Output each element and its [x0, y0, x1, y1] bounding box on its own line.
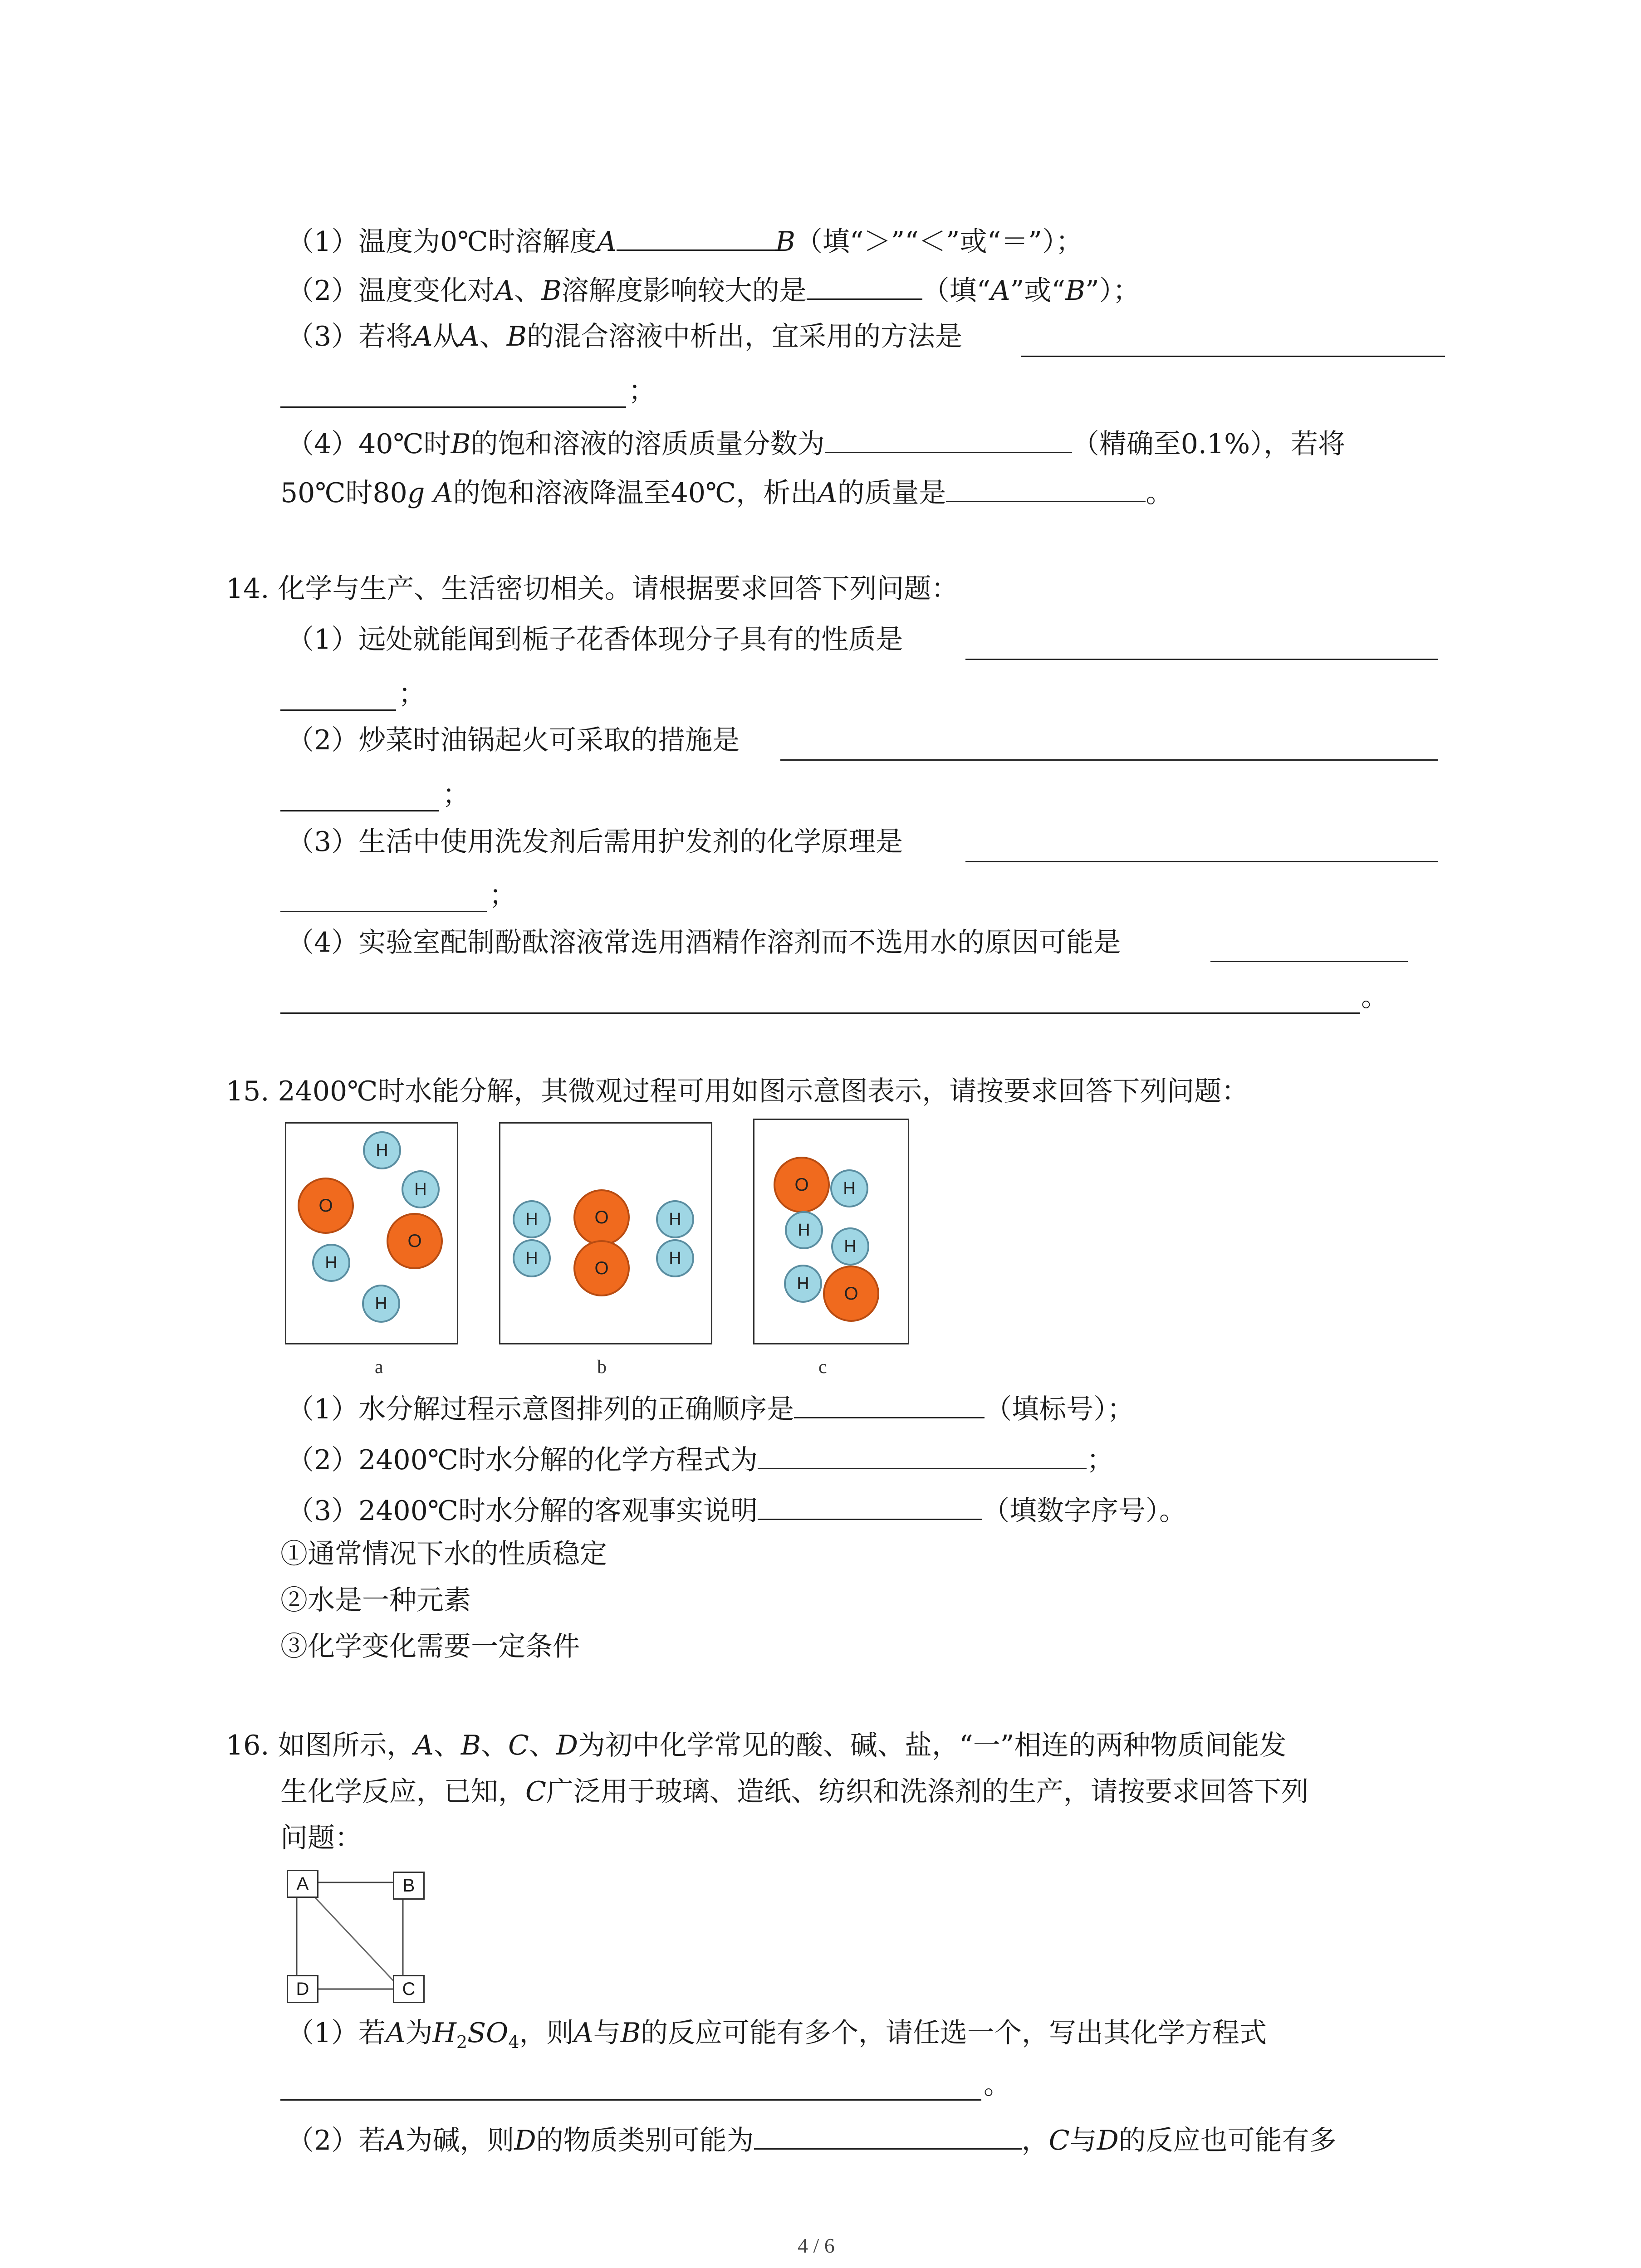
hydrogen-atom: H — [402, 1170, 440, 1208]
hydrogen-atom: H — [312, 1244, 350, 1282]
q15-option-1: ①通常情况下水的性质稳定 — [280, 1538, 607, 1570]
answer-blank[interactable] — [1021, 356, 1445, 357]
node-b: B — [393, 1872, 425, 1900]
q14-part2-end: ； — [442, 779, 470, 811]
q16-part2: （2）若A为碱，则D的物质类别可能为 ，C与D的反应也可能有多 — [287, 2122, 1337, 2154]
hydrogen-atom: H — [513, 1200, 551, 1238]
caption-b: b — [597, 1357, 607, 1378]
q14-stem: 14. 化学与生产、生活密切相关。请根据要求回答下列问题： — [226, 573, 959, 605]
answer-blank[interactable] — [780, 759, 1438, 761]
q16-stem-line3: 问题： — [280, 1822, 362, 1854]
q14-part3-end: ； — [489, 880, 516, 911]
q16-stem-line2: 生化学反应，已知，C广泛用于玻璃、造纸、纺织和洗涤剂的生产，请按要求回答下列 — [280, 1776, 1308, 1808]
answer-blank[interactable] — [280, 709, 396, 711]
answer-blank[interactable] — [280, 2099, 981, 2101]
answer-blank[interactable] — [617, 223, 775, 251]
hydrogen-atom: H — [785, 1211, 823, 1249]
q13-part1: （1）温度为0℃时溶解度A B（填“＞”“＜”或“＝”）； — [287, 223, 1083, 255]
q16-stem-line1: 16. 如图所示，A、B、C、D为初中化学常见的酸、碱、盐，“一”相连的两种物质间能发 — [226, 1730, 1287, 1761]
page-number: 4 / 6 — [798, 2234, 835, 2257]
hydrogen-atom: H — [656, 1239, 694, 1277]
answer-blank[interactable] — [280, 1012, 1360, 1014]
q14-part3: （3）生活中使用洗发剂后需用护发剂的化学原理是 — [287, 826, 903, 858]
hydrogen-atom: H — [830, 1169, 868, 1207]
answer-blank[interactable] — [758, 1492, 982, 1520]
hydrogen-atom: H — [362, 1285, 400, 1323]
q16-part1-end: 。 — [984, 2069, 1011, 2101]
oxygen-atom: O — [387, 1213, 443, 1269]
answer-blank[interactable] — [946, 474, 1146, 502]
q15-part3: （3）2400℃时水分解的客观事实说明 （填数字序号）。 — [287, 1492, 1186, 1525]
q14-part2: （2）炒菜时油锅起火可采取的措施是 — [287, 724, 740, 756]
hydrogen-atom: H — [656, 1200, 694, 1238]
q15-part2: （2）2400℃时水分解的化学方程式为 ； — [287, 1442, 1114, 1474]
oxygen-atom: O — [573, 1240, 630, 1296]
q15-stem: 15. 2400℃时水能分解，其微观过程可用如图示意图表示，请按要求回答下列问题： — [226, 1075, 1249, 1107]
hydrogen-atom: H — [784, 1265, 822, 1303]
answer-blank[interactable] — [1210, 961, 1408, 962]
answer-blank[interactable] — [754, 2122, 1022, 2150]
node-a: A — [287, 1870, 318, 1898]
q13-part4-line2: 50℃时80g A的饱和溶液降温至40℃，析出A的质量是 。 — [280, 474, 1173, 507]
answer-blank[interactable] — [280, 810, 439, 811]
answer-blank[interactable] — [280, 406, 626, 408]
q16-part1: （1）若A为$H_2SO_4$，则A与B的反应可能有多个，请任选一个，写出其化学方程式 — [287, 2017, 1267, 2052]
hydrogen-atom: H — [363, 1131, 401, 1169]
hydrogen-atom: H — [513, 1239, 551, 1277]
q14-part1: （1）远处就能闻到栀子花香体现分子具有的性质是 — [287, 624, 903, 655]
q14-part1-end: ； — [398, 678, 426, 710]
q13-part3: （3）若将A从A、B的混合溶液中析出，宜采用的方法是 — [287, 321, 962, 352]
oxygen-atom: O — [774, 1157, 830, 1213]
node-d: D — [287, 1975, 318, 2003]
answer-blank[interactable] — [794, 1391, 985, 1418]
caption-c: c — [818, 1357, 827, 1378]
q14-part4-end: 。 — [1361, 981, 1388, 1013]
node-c: C — [393, 1975, 425, 2003]
answer-blank[interactable] — [965, 861, 1438, 862]
caption-a: a — [375, 1357, 383, 1378]
answer-blank[interactable] — [758, 1442, 1087, 1469]
q15-option-3: ③化学变化需要一定条件 — [280, 1631, 580, 1662]
hydrogen-atom: H — [831, 1227, 869, 1266]
q13-part2: （2）温度变化对A、B溶解度影响较大的是 （填“A”或“B”）； — [287, 272, 1140, 304]
oxygen-atom: O — [823, 1266, 879, 1322]
answer-blank[interactable] — [280, 911, 487, 912]
q13-part3-end: ； — [628, 375, 656, 407]
answer-blank[interactable] — [825, 425, 1072, 453]
answer-blank[interactable] — [965, 659, 1438, 660]
q15-part1: （1）水分解过程示意图排列的正确顺序是 （填标号）； — [287, 1391, 1134, 1423]
q14-part4: （4）实验室配制酚酞溶液常选用酒精作溶剂而不选用水的原因可能是 — [287, 927, 1121, 958]
q15-option-2: ②水是一种元素 — [280, 1584, 471, 1616]
oxygen-atom: O — [573, 1189, 630, 1246]
q13-part4: （4）40℃时B的饱和溶液的溶质质量分数为 （精确至0.1%），若将 — [287, 425, 1345, 458]
answer-blank[interactable] — [807, 272, 922, 300]
oxygen-atom: O — [298, 1178, 354, 1234]
